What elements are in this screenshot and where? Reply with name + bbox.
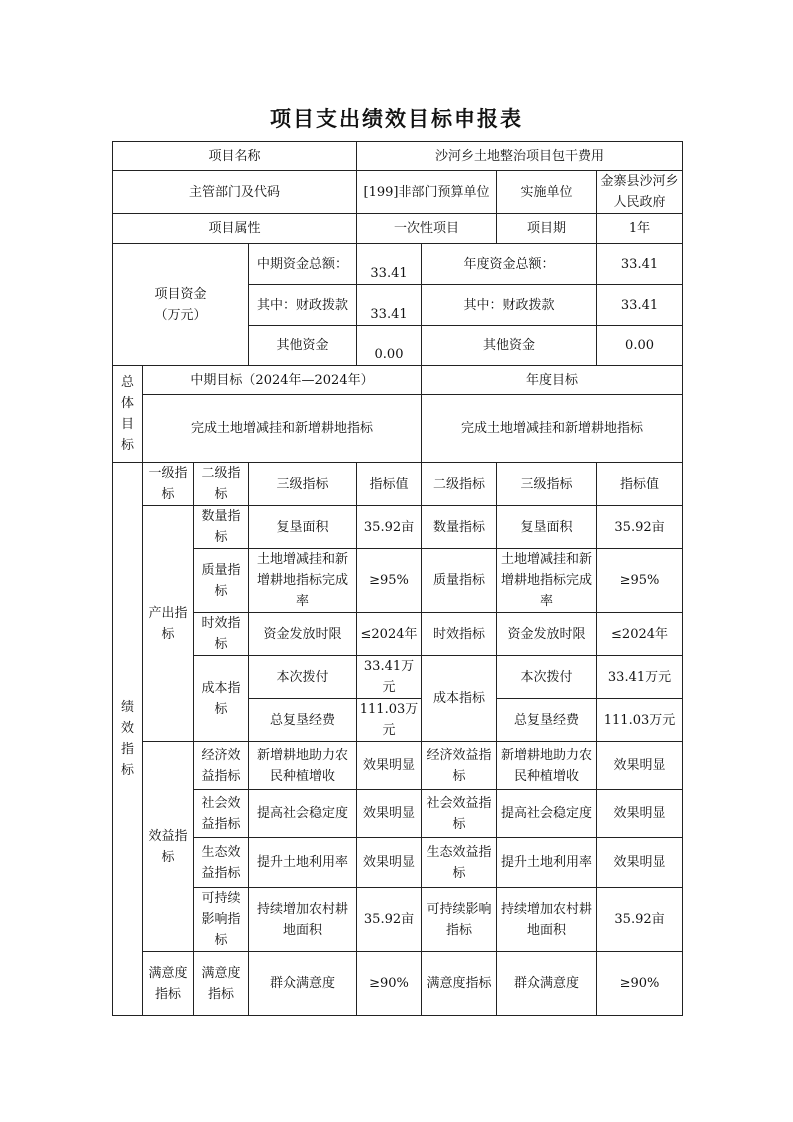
cost-row1-l3: 本次拨付 [249, 656, 357, 699]
row-goals-header [113, 366, 683, 395]
annual-total-label: 年度资金总额： [422, 244, 597, 285]
performance-form-table [112, 141, 683, 1016]
mid-goal-header: 中期目标（2024年—2024年） [143, 366, 422, 395]
sustainable-l2-annual: 可持续影响指标 [422, 888, 497, 952]
annual-goal-header: 年度目标 [422, 366, 683, 395]
mid-fiscal-value: 33.41 [357, 285, 422, 326]
cost-row1-value: 33.41万元 [357, 656, 422, 699]
header-value: 指标值 [357, 463, 422, 506]
quantity-value-annual: 35.92亩 [597, 506, 683, 549]
ecological-l3: 提升土地利用率 [249, 838, 357, 888]
table-row [113, 838, 683, 888]
timeliness-value-annual: ≤2024年 [597, 613, 683, 656]
row-funds-total [113, 244, 683, 285]
annual-other-value: 0.00 [597, 326, 683, 366]
implementing-unit-value: 金寨县沙河乡人民政府 [597, 171, 683, 214]
sustainable-value-annual: 35.92亩 [597, 888, 683, 952]
table-row [113, 790, 683, 838]
cost-l2: 成本指标 [194, 656, 249, 742]
ecological-l3-annual: 提升土地利用率 [497, 838, 597, 888]
quality-l3-annual: 土地增减挂和新增耕地指标完成率 [497, 549, 597, 613]
timeliness-l2-annual: 时效指标 [422, 613, 497, 656]
department-label: 主管部门及代码 [113, 171, 357, 214]
annual-fiscal-value: 33.41 [597, 285, 683, 326]
project-attribute-value: 一次性项目 [357, 214, 497, 244]
cost-row1-l3-annual: 本次拨付 [497, 656, 597, 699]
annual-goal-text: 完成土地增减挂和新增耕地指标 [422, 395, 683, 463]
row-department [113, 171, 683, 214]
timeliness-value: ≤2024年 [357, 613, 422, 656]
sustainable-l3: 持续增加农村耕地面积 [249, 888, 357, 952]
row-perf-header [113, 463, 683, 506]
quality-value-annual: ≥95% [597, 549, 683, 613]
economic-value-annual: 效果明显 [597, 742, 683, 790]
sustainable-l3-annual: 持续增加农村耕地面积 [497, 888, 597, 952]
project-period-label: 项目期 [497, 214, 597, 244]
mid-total-label: 中期资金总额： [249, 244, 357, 285]
cost-row2-value-annual: 111.03万元 [597, 699, 683, 742]
row-goals-content [113, 395, 683, 463]
satisfaction-value: ≥90% [357, 952, 422, 1016]
row-project-name [113, 142, 683, 171]
quality-l2-annual: 质量指标 [422, 549, 497, 613]
mid-goal-text: 完成土地增减挂和新增耕地指标 [143, 395, 422, 463]
table-row [113, 549, 683, 613]
page-title: 项目支出绩效目标申报表 [270, 107, 523, 131]
social-value: 效果明显 [357, 790, 422, 838]
row-attributes [113, 214, 683, 244]
header-level1: 一级指标 [143, 463, 194, 506]
social-l2-annual: 社会效益指标 [422, 790, 497, 838]
social-l3-annual: 提高社会稳定度 [497, 790, 597, 838]
table-row [113, 656, 683, 699]
project-name-value: 沙河乡土地整治项目包干费用 [357, 142, 683, 171]
table-row [113, 613, 683, 656]
ecological-l2-annual: 生态效益指标 [422, 838, 497, 888]
timeliness-l3-annual: 资金发放时限 [497, 613, 597, 656]
mid-fiscal-label: 其中：财政拨款 [249, 285, 357, 326]
annual-other-label: 其他资金 [422, 326, 597, 366]
header-level2: 二级指标 [194, 463, 249, 506]
project-attribute-label: 项目属性 [113, 214, 357, 244]
quantity-l3: 复垦面积 [249, 506, 357, 549]
table-row [113, 742, 683, 790]
project-name-label: 项目名称 [113, 142, 357, 171]
table-row [113, 952, 683, 1016]
economic-l3: 新增耕地助力农民种植增收 [249, 742, 357, 790]
table-row [113, 888, 683, 952]
quality-value: ≥95% [357, 549, 422, 613]
economic-l2: 经济效益指标 [194, 742, 249, 790]
performance-indicators-label: 绩效指标 [113, 463, 143, 1016]
ecological-l2: 生态效益指标 [194, 838, 249, 888]
economic-l2-annual: 经济效益指标 [422, 742, 497, 790]
cost-row1-value-annual: 33.41万元 [597, 656, 683, 699]
satisfaction-l2: 满意度指标 [194, 952, 249, 1016]
satisfaction-l3: 群众满意度 [249, 952, 357, 1016]
sustainable-l2: 可持续影响指标 [194, 888, 249, 952]
cost-l2-annual: 成本指标 [422, 656, 497, 742]
annual-total-value: 33.41 [597, 244, 683, 285]
satisfaction-indicators-label: 满意度指标 [143, 952, 194, 1016]
sustainable-value: 35.92亩 [357, 888, 422, 952]
quality-l3: 土地增减挂和新增耕地指标完成率 [249, 549, 357, 613]
economic-value: 效果明显 [357, 742, 422, 790]
quality-l2: 质量指标 [194, 549, 249, 613]
mid-other-value: 0.00 [357, 326, 422, 366]
quantity-l3-annual: 复垦面积 [497, 506, 597, 549]
table-row [113, 506, 683, 549]
social-l2: 社会效益指标 [194, 790, 249, 838]
funds-label [113, 244, 249, 366]
implementing-unit-label: 实施单位 [497, 171, 597, 214]
header-level3-annual: 三级指标 [497, 463, 597, 506]
header-level2-annual: 二级指标 [422, 463, 497, 506]
satisfaction-l3-annual: 群众满意度 [497, 952, 597, 1016]
satisfaction-l2-annual: 满意度指标 [422, 952, 497, 1016]
ecological-value-annual: 效果明显 [597, 838, 683, 888]
overall-goals-label: 总体目标 [113, 366, 143, 463]
project-period-value: 1年 [597, 214, 683, 244]
economic-l3-annual: 新增耕地助力农民种植增收 [497, 742, 597, 790]
mid-total-value: 33.41 [357, 244, 422, 285]
department-value: [199]非部门预算单位 [357, 171, 497, 214]
funds-label-line1: 项目资金 [154, 286, 207, 302]
timeliness-l3: 资金发放时限 [249, 613, 357, 656]
social-l3: 提高社会稳定度 [249, 790, 357, 838]
output-indicators-label: 产出指标 [143, 506, 194, 742]
header-level3: 三级指标 [249, 463, 357, 506]
quantity-l2: 数量指标 [194, 506, 249, 549]
annual-fiscal-label: 其中：财政拨款 [422, 285, 597, 326]
funds-label-line2: （万元） [154, 307, 207, 323]
cost-row2-l3: 总复垦经费 [249, 699, 357, 742]
ecological-value: 效果明显 [357, 838, 422, 888]
quantity-l2-annual: 数量指标 [422, 506, 497, 549]
cost-row2-value: 111.03万元 [357, 699, 422, 742]
header-value-annual: 指标值 [597, 463, 683, 506]
social-value-annual: 效果明显 [597, 790, 683, 838]
cost-row2-l3-annual: 总复垦经费 [497, 699, 597, 742]
mid-other-label: 其他资金 [249, 326, 357, 366]
quantity-value: 35.92亩 [357, 506, 422, 549]
satisfaction-value-annual: ≥90% [597, 952, 683, 1016]
timeliness-l2: 时效指标 [194, 613, 249, 656]
benefit-indicators-label: 效益指标 [143, 742, 194, 952]
